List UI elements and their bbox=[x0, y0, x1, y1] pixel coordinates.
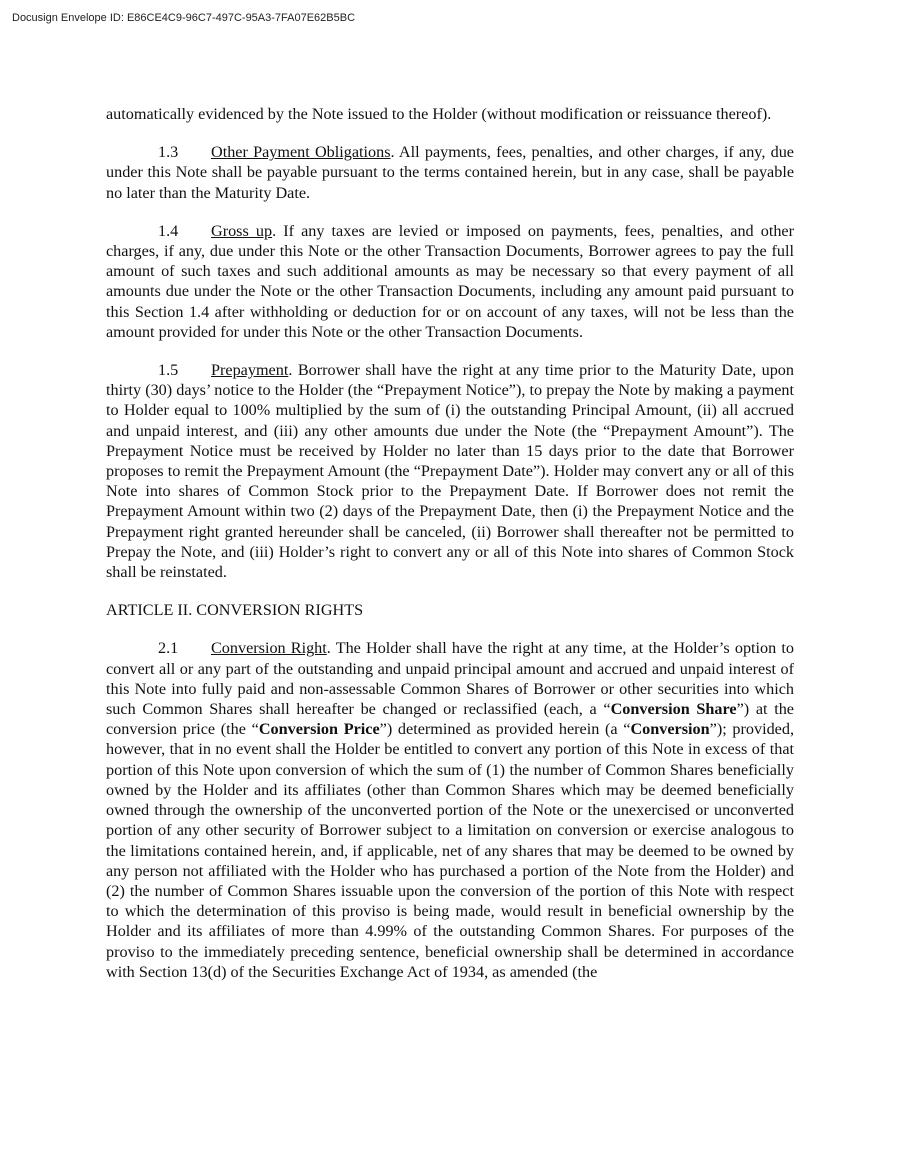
section-1-4 bbox=[106, 221, 794, 342]
article-title: ARTICLE II. CONVERSION RIGHTS bbox=[106, 601, 364, 620]
defined-term: Conversion Share bbox=[610, 700, 737, 719]
defined-term: Conversion Price bbox=[258, 720, 380, 739]
section-number: 1.5 bbox=[158, 361, 179, 380]
section-text: ”) at the conversion price (the “ bbox=[106, 700, 794, 739]
section-text: ”); provided, however, that in no event shall the Holder be entitled to convert any portion of this Note in excess of that portion of this Note upon conversion of which the sum of (1) the number of Common Shares beneficially owned by the Holder and its affiliates (other than Common Shares which may be deemed beneficially owned through the ownership of the unconverted portion of the Note or the unexercised or unconverted portion of any other security of Borrower subject to a limitation on conversion or exercise analogous to the limitations contained herein, and, if applicable, net of any shares that may be deemed to be owned by any person not affiliated with the Holder who has purchased a portion of the Note from the Holder) and (2) the number of Common Shares issuable upon the conversion of the portion of this Note with respect to which the determination of this proviso is being made, would result in beneficial ownership by the Holder and its affiliates of more than 4.99% of the outstanding Common Shares. For purposes of the proviso to the immediately preceding sentence, beneficial ownership shall be determined in accordance with Section 13(d) of the Securities Exchange Act of 1934, as amended (the bbox=[106, 720, 795, 981]
section-1-5 bbox=[106, 360, 794, 582]
defined-term: Conversion bbox=[630, 720, 710, 739]
section-heading: Other Payment Obligations bbox=[211, 143, 391, 162]
continuation-paragraph: automatically evidenced by the Note issued to the Holder (without modification or reissuance thereof). bbox=[106, 105, 772, 123]
section-number: 2.1 bbox=[158, 639, 179, 658]
section-text: . The Holder shall have the right at any time, at the Holder’s option to convert all or any part of the outstanding and unpaid principal amount and accrued and unpaid interest of this Note into fully paid and non-assessable Common Shares of Borrower or other securities into which such Common Shares shall hereafter be changed or reclassified (each, a “ bbox=[106, 639, 794, 719]
section-heading: Gross up bbox=[211, 221, 273, 240]
section-1-3 bbox=[106, 142, 794, 203]
section-heading: Conversion Right bbox=[211, 639, 327, 658]
document-page bbox=[106, 104, 794, 1000]
envelope-id: Docusign Envelope ID: E86CE4C9-96C7-497C-95A3-7FA07E62B5BC bbox=[12, 12, 356, 24]
section-text: ”) determined as provided herein (a “ bbox=[379, 720, 631, 739]
section-2-1 bbox=[106, 638, 794, 981]
section-text: . All payments, fees, penalties, and other charges, if any, due under this Note shall be payable pursuant to the terms contained herein, but in any case, shall be payable no later than the Maturity Date. bbox=[106, 143, 794, 202]
section-heading: Prepayment bbox=[211, 361, 289, 380]
section-text: . If any taxes are levied or imposed on payments, fees, penalties, and other charges, if any, due under this Note or the other Transaction Documents, Borrower agrees to pay the full amount of such taxes and such additional amounts as may be necessary so that every payment of all amounts due under the Note or the other Transaction Documents, including any amount paid pursuant to this Section 1.4 after withholding or deduction for or on account of any taxes, will not be less than the amount provided for under this Note or the other Transaction Documents. bbox=[106, 221, 794, 341]
section-number: 1.3 bbox=[158, 143, 179, 162]
section-number: 1.4 bbox=[158, 221, 179, 240]
section-text: . Borrower shall have the right at any time prior to the Maturity Date, upon thirty (30) days’ notice to the Holder (the “Prepayment Notice”), to prepay the Note by making a payment to Holder equal to 100% multiplied by the sum of (i) the outstanding Principal Amount, (ii) all accrued and unpaid interest, and (iii) any other amounts due under the Note (the “Prepayment Amount”). The Prepayment Notice must be received by Holder no later than 15 days prior to the date that Borrower proposes to remit the Prepayment Amount (the “Prepayment Date”). Holder may convert any or all of this Note into shares of Common Stock prior to the Prepayment Date. If Borrower does not remit the Prepayment Amount within two (2) days of the Prepayment Date, then (i) the Prepayment Notice and the Prepayment right granted hereunder shall be canceled, (ii) Borrower shall thereafter not be permitted to Prepay the Note, and (iii) Holder’s right to convert any or all of this Note into shares of Common Stock shall be reinstated. bbox=[106, 361, 794, 582]
